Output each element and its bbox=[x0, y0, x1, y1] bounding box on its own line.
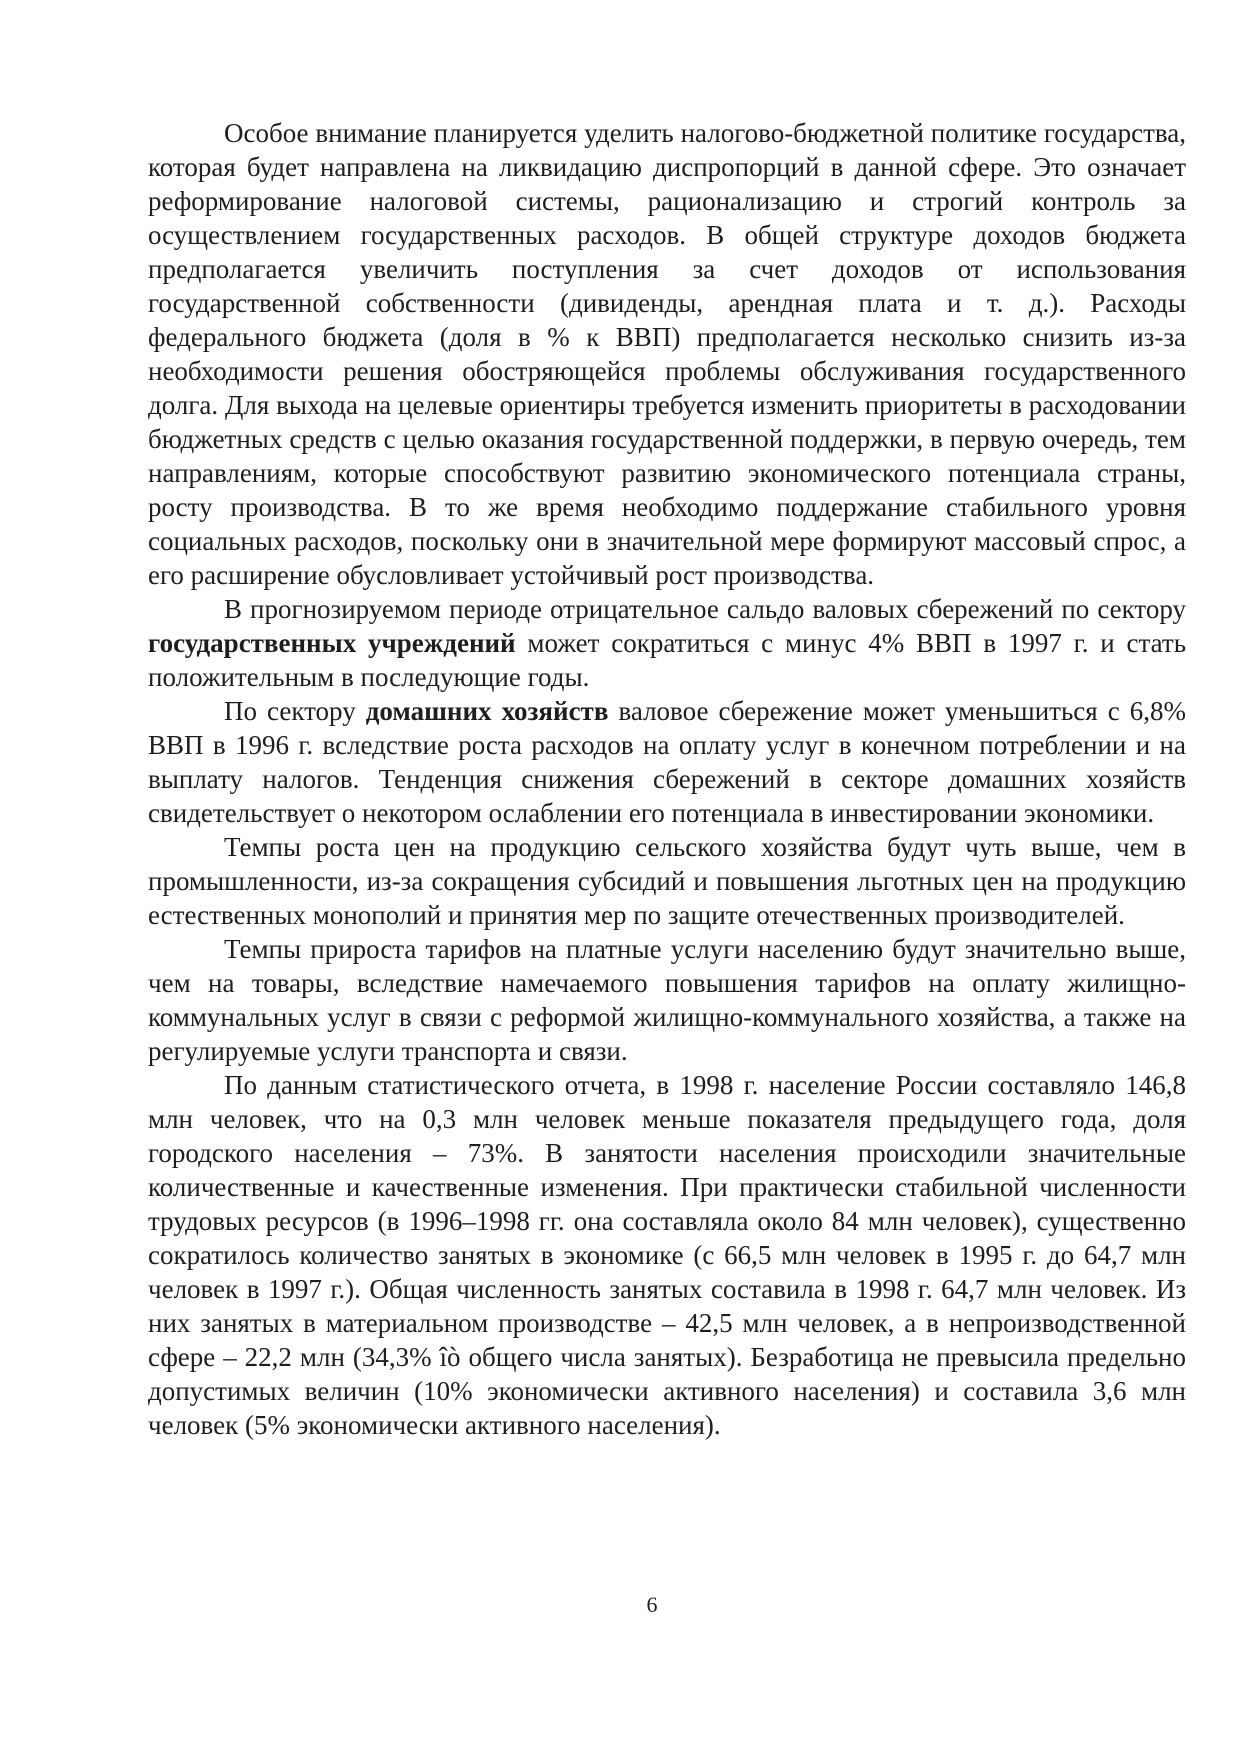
paragraph-text: По данным статистического отчета, в 1998 г. население России составляло 146,8 млн человек, что на 0,3 млн человек меньше показателя предыдущего года, доля городского населения – 73%. В занятости населения происходили значительные количественные и качественные изменения. При практически стабильной численности трудовых ресурсов (в 1996–1998 гг. она составляла около 84 млн человек), существенно сократилось количество занятых в экономике (с 66,5 млн человек в 1995 г. до 64,7 млн человек в 1997 г.). Общая численность занятых составила в 1998 г. 64,7 млн человек. Из них занятых в материальном производстве – 42,5 млн человек, а в непроизводственной сфере – 22,2 млн (34,3% îò общего числа занятых). Безработица не превысила предельно допустимых величин (10% экономически активного населения) и составила 3,6 млн человек (5% экономически активного населения). bbox=[148, 1070, 1186, 1440]
paragraph-population-employment bbox=[148, 1068, 1186, 1442]
paragraph-text: По сектору bbox=[224, 696, 366, 726]
paragraph-text: может сократиться с минус 4% ВВП в 1997 г. и стать положительным в последующие годы. bbox=[148, 628, 1187, 692]
document-body bbox=[148, 116, 1186, 1442]
paragraph-text: валовое сбережение может уменьшиться с 6,8% ВВП в 1996 г. вследствие роста расходов на оплату услуг в конечном потреблении и на выплату налогов. Тенденция снижения сбережений в секторе домашних хозяйств свидетельствует о некотором ослаблении его потенциала в инвестировании экономики. bbox=[148, 696, 1186, 828]
paragraph-text: В прогнозируемом периоде отрицательное сальдо валовых сбережений по сектору bbox=[224, 594, 1186, 624]
paragraph-budget-policy bbox=[148, 116, 1186, 592]
paragraph-text: Темпы прироста тарифов на платные услуги населению будут значительно выше, чем на товары, вследствие намечаемого повышения тарифов на оплату жилищно-коммунальных услуг в связи с реформой жилищно-коммунального хозяйства, а также на регулируемые услуги транспорта и связи. bbox=[148, 934, 1186, 1066]
paragraph-text: Темпы роста цен на продукцию сельского хозяйства будут чуть выше, чем в промышленности, из-за сокращения субсидий и повышения льготных цен на продукцию естественных монополий и принятия мер по защите отечественных производителей. bbox=[148, 832, 1186, 930]
paragraph-service-tariffs bbox=[148, 932, 1186, 1068]
paragraph-government-savings bbox=[148, 592, 1186, 694]
paragraph-text: Особое внимание планируется уделить налогово-бюджетной политике государства, которая будет направлена на ликвидацию диспропорций в данной сфере. Это означает реформирование налоговой системы, рационализацию и строгий контроль за осуществлением государственных расходов. В общей структуре доходов бюджета предполагается увеличить поступления за счет доходов от использования государственной собственности (дивиденды, арендная плата и т. д.). Расходы федерального бюджета (доля в % к ВВП) предполагается несколько снизить из-за необходимости решения обостряющейся проблемы обслуживания государственного долга. Для выхода на целевые ориентиры требуется изменить приоритеты в расходовании бюджетных средств с целью оказания государственной поддержки, в первую очередь, тем направлениям, которые способствуют развитию экономического потенциала страны, росту производства. В то же время необходимо поддержание стабильного уровня социальных расходов, поскольку они в значительной мере формируют массовый спрос, а его расширение обусловливает устойчивый рост производства. bbox=[148, 118, 1186, 590]
page-number: 6 bbox=[646, 1592, 658, 1617]
paragraph-household-savings bbox=[148, 694, 1186, 830]
paragraph-agricultural-prices bbox=[148, 830, 1186, 932]
bold-term-government-institutions: государственных учреждений bbox=[148, 628, 516, 658]
bold-term-households: домашних хозяйств bbox=[365, 696, 609, 726]
